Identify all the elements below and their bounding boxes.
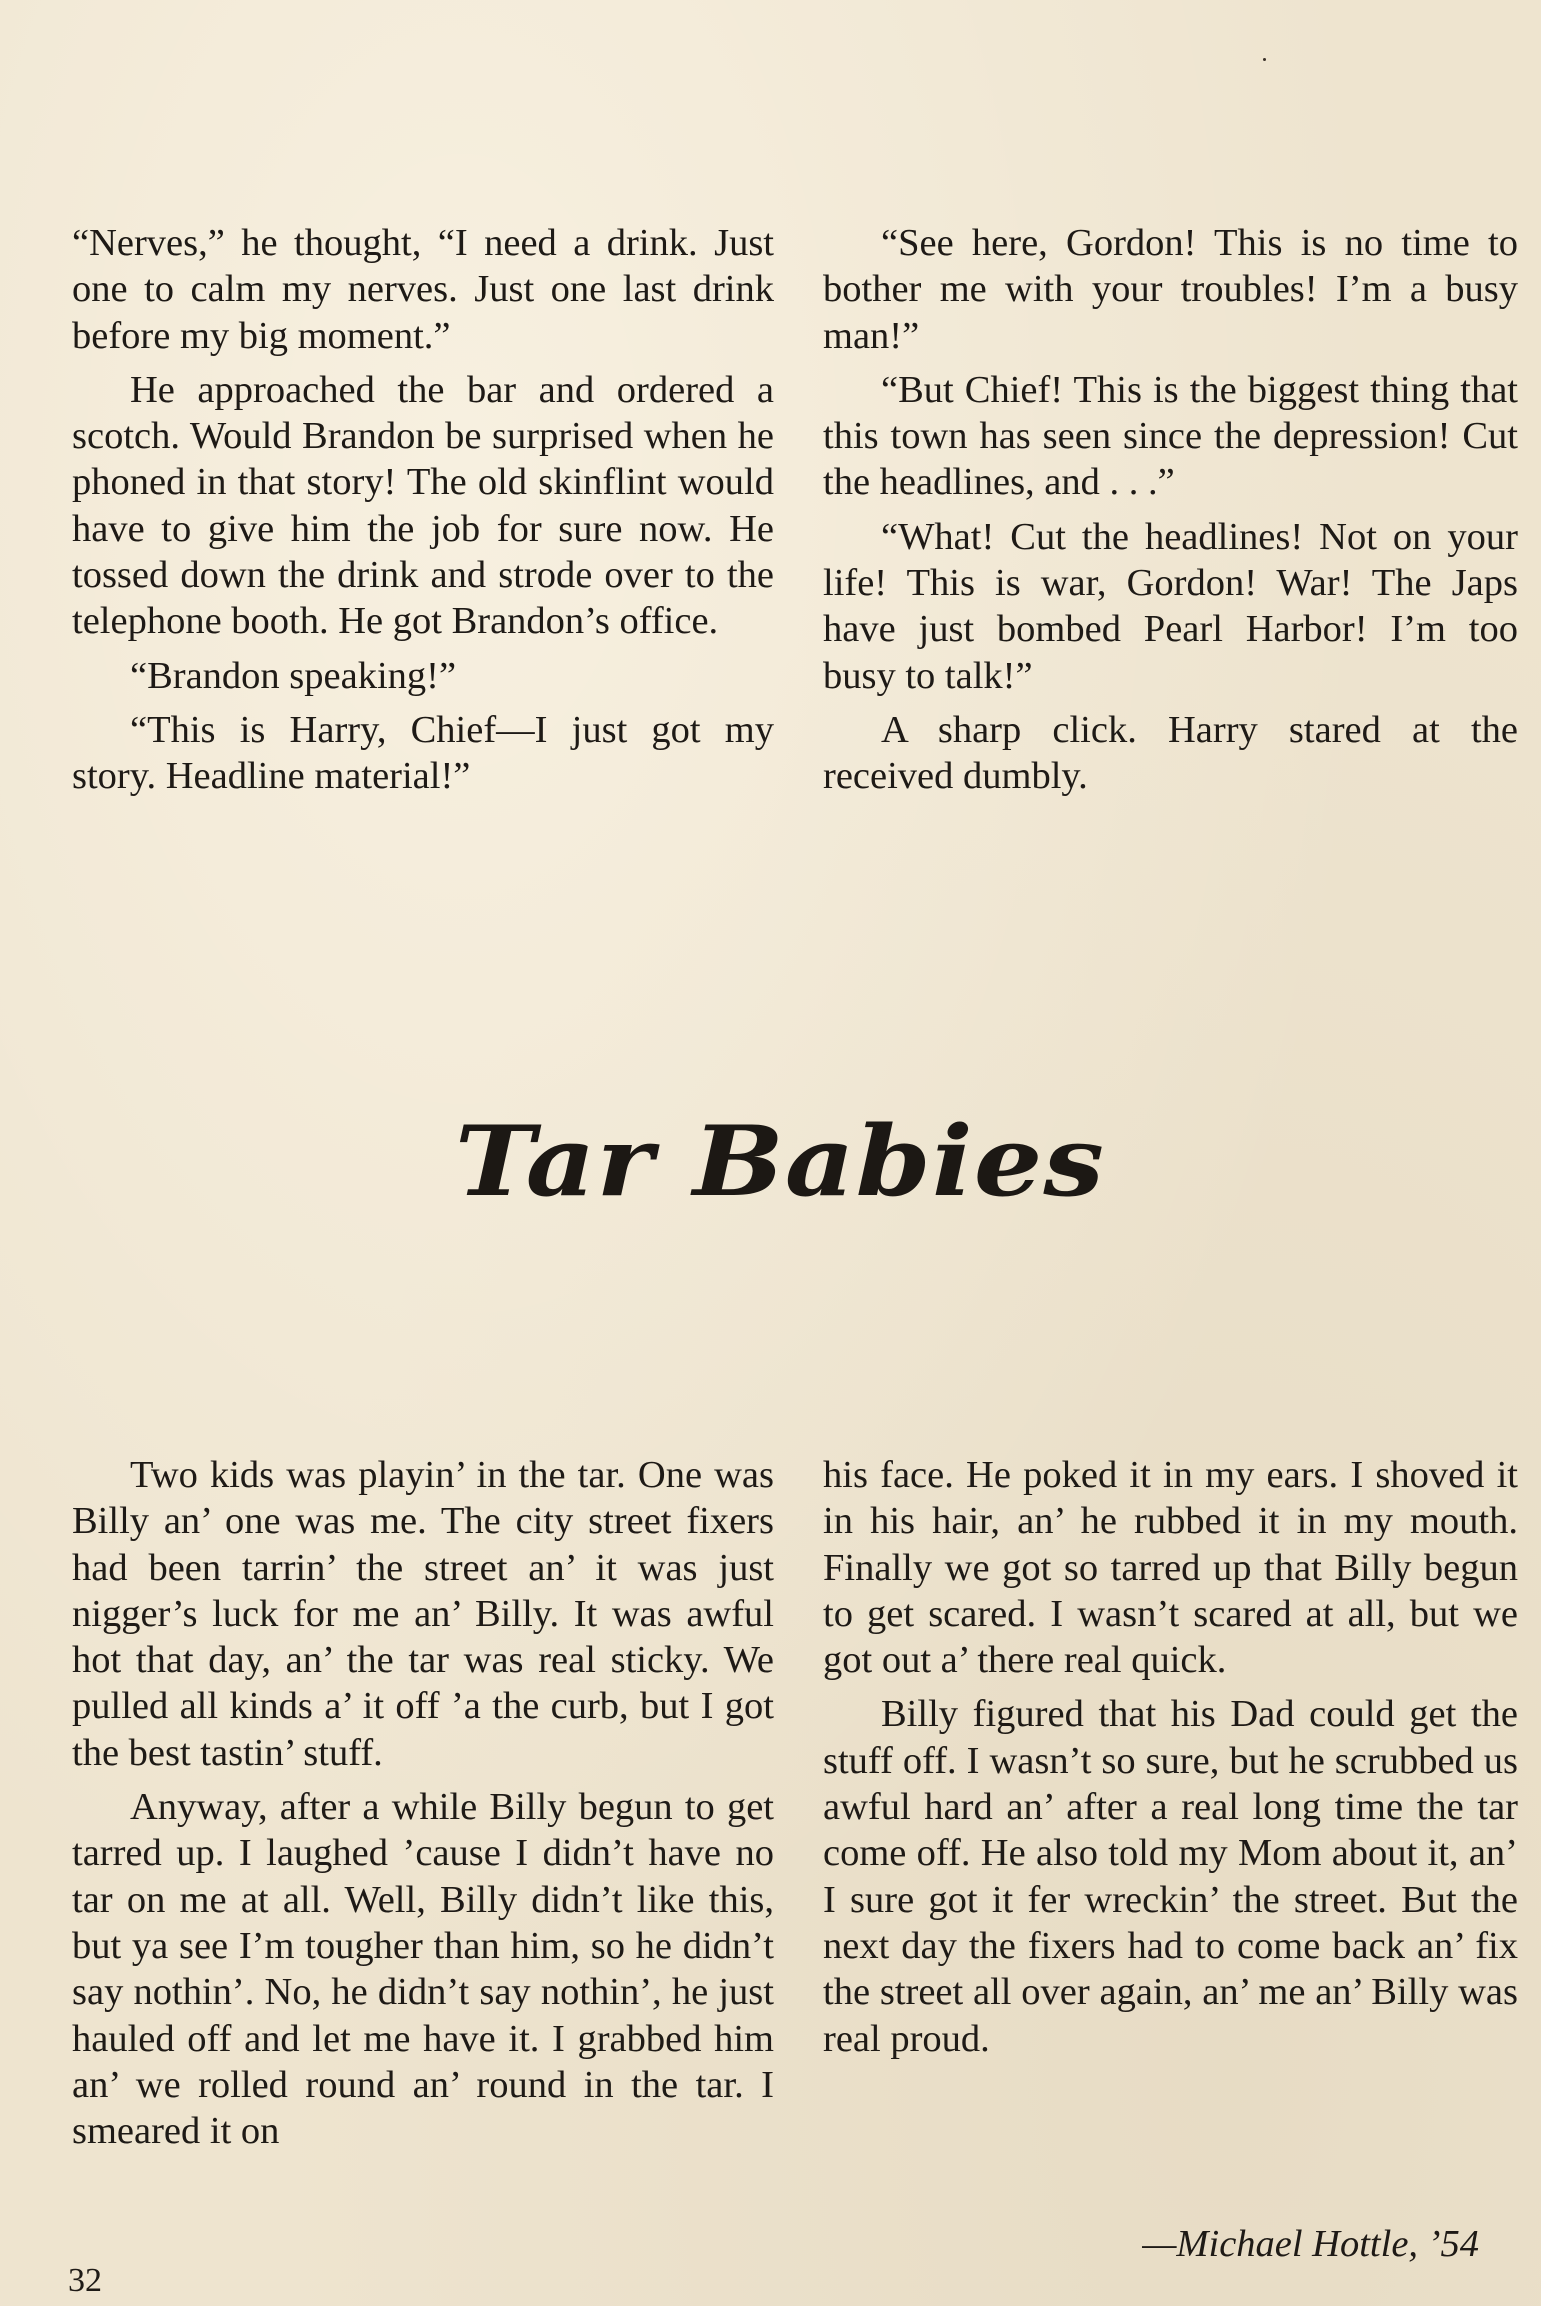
story1-left-column [72, 220, 774, 800]
paragraph: “See here, Gordon! This is no time to bother me with your troubles! I’m a busy man!” [823, 222, 1518, 357]
paragraph: Anyway, after a while Billy begun to get tarred up. I laughed ’cause I didn’t have no tar on me at all. Well, Billy didn’t like this, but ya see I’m tougher than him, so he didn’t say nothin’. No, he didn’t say nothin’, he just hauled off and let me have it. I grabbed him an’ we rolled round an’ round in the tar. I smeared it on [72, 1786, 774, 2153]
story2-left-column [72, 1452, 774, 2154]
author-byline: —Michael Hottle, ’54 [1142, 2223, 1479, 2265]
paragraph: “What! Cut the headlines! Not on your life! This is war, Gordon! War! The Japs have just bombed Pearl Harbor! I’m too busy to talk!” [823, 515, 1518, 697]
paragraph: “This is Harry, Chief—I just got my story. Headline material!” [72, 708, 774, 798]
paragraph: his face. He poked it in my ears. I shoved it in his hair, an’ he rubbed it in my mouth. Finally we got so tarred up that Billy begun to get scared. I wasn’t scared at all, but we got out a’ there real quick. [823, 1454, 1518, 1682]
paragraph: “But Chief! This is the biggest thing that this town has seen since the depression! Cut the headlines, and . . .” [823, 368, 1518, 504]
paragraph: A sharp click. Harry stared at the received dumbly. [823, 708, 1518, 798]
ink-speck [1263, 58, 1266, 61]
paragraph: “Nerves,” he thought, “I need a drink. Just one to calm my nerves. Just one last drink before my big moment.” [72, 222, 774, 357]
paragraph: Two kids was playin’ in the tar. One was Billy an’ one was me. The city street fixers had been tarrin’ the street an’ it was just nigger’s luck for me an’ Billy. It was awful hot that day, an’ the tar was real sticky. We pulled all kinds a’ it off ’a the curb, but I got the best tastin’ stuff. [72, 1454, 774, 1774]
page-number: 32 [68, 2262, 102, 2299]
story-title: Tar Babies [454, 1105, 1106, 1218]
story1-right-column [823, 220, 1518, 800]
paragraph: “Brandon speaking!” [130, 654, 457, 697]
paragraph: He approached the bar and ordered a scotch. Would Brandon be surprised when he phoned in that story! The old skinflint would have to give him the job for sure now. He tossed down the drink and strode over to the telephone booth. He got Brandon’s office. [72, 368, 774, 643]
paragraph: Billy figured that his Dad could get the stuff off. I wasn’t so sure, but he scrubbed us awful hard an’ after a real long time the tar come off. He also told my Mom about it, an’ I sure got it fer wreckin’ the street. But the next day the fixers had to come back an’ fix the street all over again, an’ me an’ Billy was real proud. [823, 1693, 1518, 2060]
story2-right-column [823, 1452, 1518, 2062]
